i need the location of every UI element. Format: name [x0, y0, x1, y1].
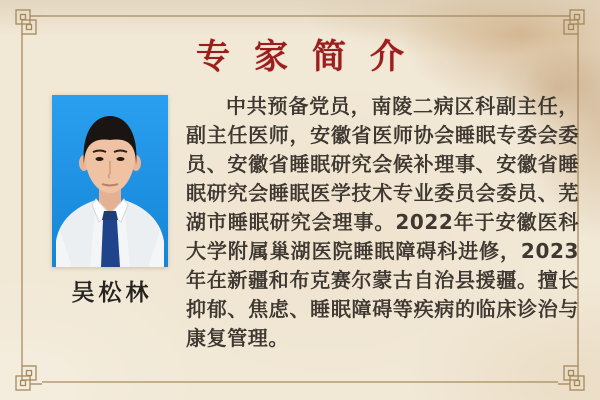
- corner-knot-bottom-right-icon: [558, 364, 584, 390]
- corner-knot-bottom-left-icon: [16, 364, 42, 390]
- doctor-portrait-photo: [52, 95, 168, 267]
- bio-paragraph: 中共预备党员，南陵二病区科副主任，副主任医师，安徽省医师协会睡眠专委会委员、安徽省睡眠研究会候补理事、安徽省睡眠研究会睡眠医学技术专业委员会委员、芜湖市睡眠研究会理事。2022年于安徽医科大学附属巢湖医院睡眠障碍科进修，2023年在新疆和布克赛尔蒙古自治县援疆。擅长抑郁、焦虑、睡眠障碍等疾病的临床诊治与康复管理。: [186, 94, 579, 350]
- doctor-name: 吴松林: [71, 280, 153, 306]
- page-title: 专家简介: [196, 37, 428, 77]
- navy-tie: [101, 211, 120, 267]
